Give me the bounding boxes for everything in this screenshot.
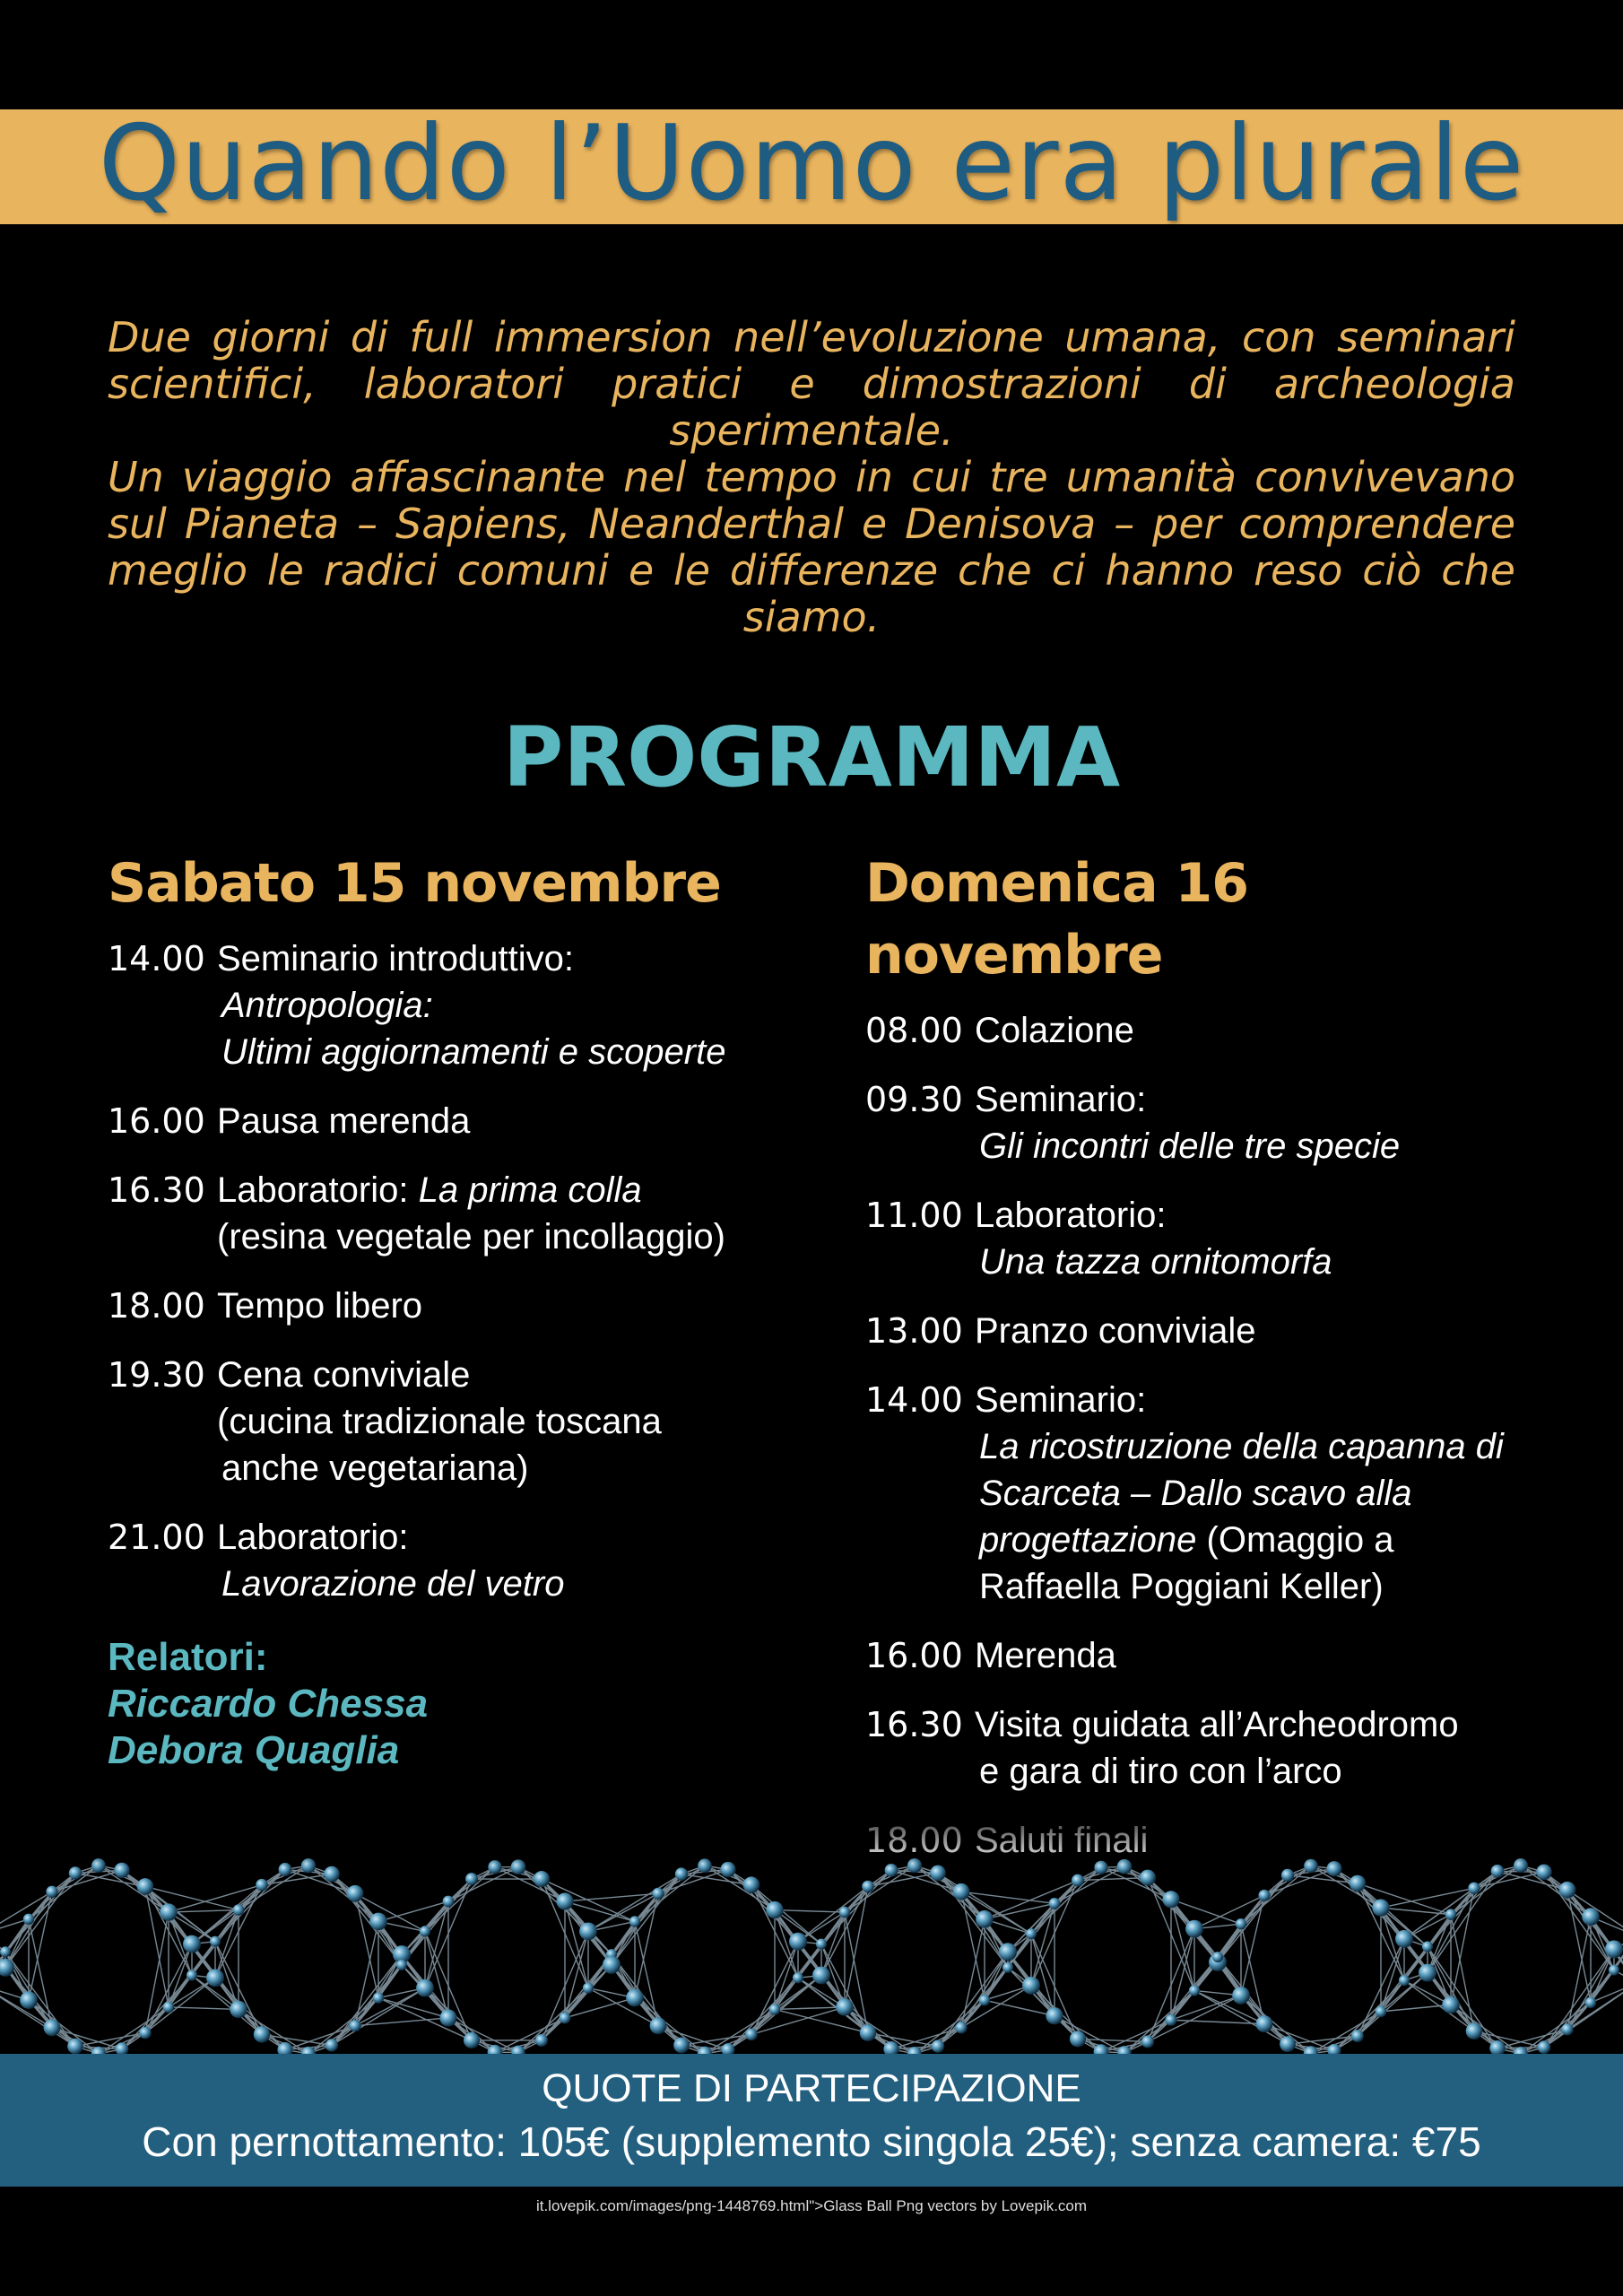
poster-title: Quando l’Uomo era plurale <box>98 103 1525 224</box>
programma-heading: PROGRAMMA <box>502 709 1121 805</box>
fees-band <box>0 2054 1623 2187</box>
item-time: 18.00 <box>108 1286 205 1326</box>
intro-paragraph-2: Un viaggio affascinante nel tempo in cui tre umanità convivevano sul Pianeta – Sapiens, Neanderthal e Denisova – per comprendere meglio le radici comuni e le differenze che ci hanno reso ciò che siamo. <box>108 453 1515 641</box>
item-detail: La ricostruzione della capanna di <box>979 1427 1504 1466</box>
intro-text <box>108 314 1515 640</box>
item-label: Seminario introduttivo: <box>217 939 574 978</box>
item-label: Cena conviviale <box>217 1355 471 1395</box>
schedule-item <box>108 935 807 1075</box>
schedule-item <box>865 1632 1547 1679</box>
sunday-column <box>865 848 1547 1886</box>
item-time: 14.00 <box>108 939 205 978</box>
item-detail: Antropologia: <box>221 986 433 1025</box>
item-time: 16.30 <box>108 1170 205 1210</box>
item-time: 16.30 <box>865 1705 963 1744</box>
item-time: 21.00 <box>108 1518 205 1557</box>
schedule-item <box>865 1701 1547 1795</box>
item-time: 16.00 <box>865 1636 963 1675</box>
schedule-item <box>865 1308 1547 1354</box>
item-detail: (Omaggio a <box>1196 1520 1394 1560</box>
item-label: Laboratorio: <box>975 1196 1167 1235</box>
image-credit: it.lovepik.com/images/png-1448769.html">Glass Ball Png vectors by Lovepik.com <box>535 2197 1088 2214</box>
item-label: Pausa merenda <box>217 1101 471 1141</box>
item-time: 13.00 <box>865 1311 963 1351</box>
sunday-title: Domenica 16 novembre <box>865 852 1248 987</box>
item-detail: Ultimi aggiornamenti e scoperte <box>221 1032 726 1072</box>
speakers <box>108 1634 807 1774</box>
item-time: 14.00 <box>865 1380 963 1420</box>
speaker-name: Riccardo Chessa <box>108 1682 429 1726</box>
item-detail: anche vegetariana) <box>221 1448 529 1488</box>
fees-text: Con pernottamento: 105€ (supplemento singola 25€); senza camera: €75 <box>142 2118 1481 2165</box>
item-time: 11.00 <box>865 1196 963 1235</box>
item-label: Merenda <box>975 1636 1116 1675</box>
item-detail: (resina vegetale per incollaggio) <box>217 1217 725 1257</box>
item-label: Laboratorio: <box>217 1518 409 1557</box>
item-detail: Una tazza ornitomorfa <box>979 1242 1332 1282</box>
item-time: 09.30 <box>865 1080 963 1119</box>
item-label: Visita guidata all’Archeodromo <box>975 1705 1459 1744</box>
item-title: La prima colla <box>418 1170 642 1210</box>
saturday-title: Sabato 15 novembre <box>108 852 721 915</box>
speaker-name: Debora Quaglia <box>108 1728 400 1772</box>
intro-paragraph-1: Due giorni di full immersion nell’evoluzione umana, con seminari scientifici, laboratori pratici e dimostrazioni di archeologia sperimentale. <box>108 313 1515 455</box>
saturday-column <box>108 848 807 1774</box>
item-detail: Gli incontri delle tre specie <box>979 1126 1401 1166</box>
item-label: Pranzo conviviale <box>975 1311 1256 1351</box>
item-label: Tempo libero <box>217 1286 423 1326</box>
item-label: Colazione <box>975 1011 1134 1050</box>
item-label: Laboratorio: <box>217 1170 409 1210</box>
dna-helix-illustration <box>0 1803 1623 2063</box>
schedule-item <box>865 1192 1547 1285</box>
speakers-label: Relatori: <box>108 1635 268 1679</box>
schedule-item <box>108 1283 807 1329</box>
item-time: 08.00 <box>865 1011 963 1050</box>
schedule-item <box>865 1076 1547 1170</box>
item-label: Seminario: <box>975 1080 1147 1119</box>
schedule-item <box>865 1007 1547 1054</box>
fees-title: QUOTE DI PARTECIPAZIONE <box>542 2066 1081 2110</box>
schedule-item <box>108 1514 807 1607</box>
item-detail: e gara di tiro con l’arco <box>979 1752 1342 1791</box>
schedule-item <box>108 1098 807 1144</box>
schedule-item <box>108 1352 807 1492</box>
schedule-item <box>108 1167 807 1260</box>
item-detail: (cucina tradizionale toscana <box>217 1402 662 1441</box>
item-time: 19.30 <box>108 1355 205 1395</box>
item-detail: Lavorazione del vetro <box>221 1564 565 1604</box>
schedule-item <box>865 1377 1547 1610</box>
item-detail: Raffaella Poggiani Keller) <box>979 1567 1384 1606</box>
item-detail: Scarceta – Dallo scavo alla <box>979 1474 1412 1513</box>
item-time: 16.00 <box>108 1101 205 1141</box>
item-detail: progettazione <box>979 1520 1197 1560</box>
item-label: Seminario: <box>975 1380 1147 1420</box>
